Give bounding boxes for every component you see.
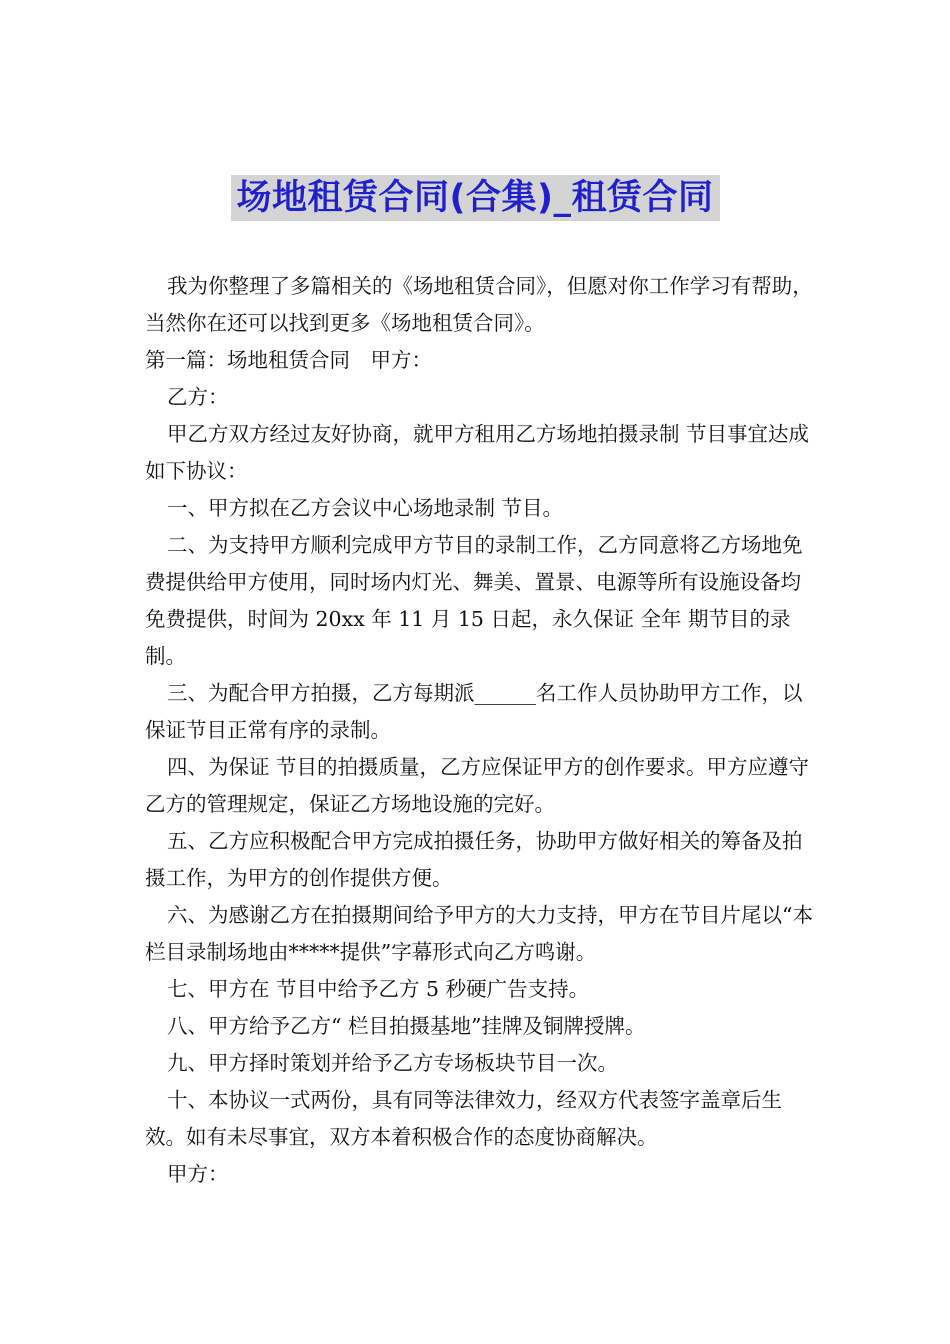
- paragraph-clause-8: 八、甲方给予乙方“ 栏目拍摄基地”挂牌及铜牌授牌。: [167, 1014, 646, 1038]
- paragraph-clause-6: 六、为感谢乙方在拍摄期间给予甲方的大力支持，甲方在节目片尾以“本栏目录制场地由*****提供”字幕形式向乙方鸣谢。: [145, 903, 813, 964]
- paragraph-clause-7: 七、甲方在 节目中给予乙方 5 秒硬广告支持。: [167, 977, 590, 1001]
- paragraph-clause-5: 五、乙方应积极配合甲方完成拍摄任务，协助甲方做好相关的筹备及拍摄工作，为甲方的创作提供方便。: [145, 829, 803, 890]
- paragraph-clause-10: 十、本协议一式两份，具有同等法律效力，经双方代表签字盖章后生效。如有未尽事宜，双方本着积极合作的态度协商解决。: [145, 1088, 782, 1149]
- document-body: [145, 268, 815, 1193]
- paragraph-intro: 我为你整理了多篇相关的《场地租赁合同》，但愿对你工作学习有帮助，当然你在还可以找到更多《场地租赁合同》。: [145, 274, 813, 335]
- paragraph-signature-party-a: 甲方：: [167, 1162, 229, 1186]
- title-container: [0, 175, 950, 221]
- paragraph-clause-1: 一、甲方拟在乙方会议中心场地录制 节目。: [167, 496, 564, 520]
- paragraph-party-b: 乙方：: [167, 385, 229, 409]
- paragraph-clause-4: 四、为保证 节目的拍摄质量，乙方应保证甲方的创作要求。甲方应遵守乙方的管理规定，保证乙方场地设施的完好。: [145, 755, 810, 816]
- paragraph-clause-3: 三、为配合甲方拍摄，乙方每期派______名工作人员协助甲方工作，以保证节目正常有序的录制。: [145, 681, 803, 742]
- paragraph-clause-2: 二、为支持甲方顺利完成甲方节目的录制工作，乙方同意将乙方场地免费提供给甲方使用，同时场内灯光、舞美、置景、电源等所有设施设备均免费提供，时间为 20xx 年 11 月 15 日起，永久保证 全年 期节目的录制。: [145, 533, 803, 668]
- document-title: 场地租赁合同(合集)_租赁合同: [231, 175, 720, 221]
- paragraph-preamble: 甲乙方双方经过友好协商，就甲方租用乙方场地拍摄录制 节目事宜达成如下协议：: [145, 422, 810, 483]
- paragraph-section-heading: 第一篇：场地租赁合同 甲方：: [145, 348, 432, 372]
- paragraph-clause-9: 九、甲方择时策划并给予乙方专场板块节目一次。: [167, 1051, 618, 1075]
